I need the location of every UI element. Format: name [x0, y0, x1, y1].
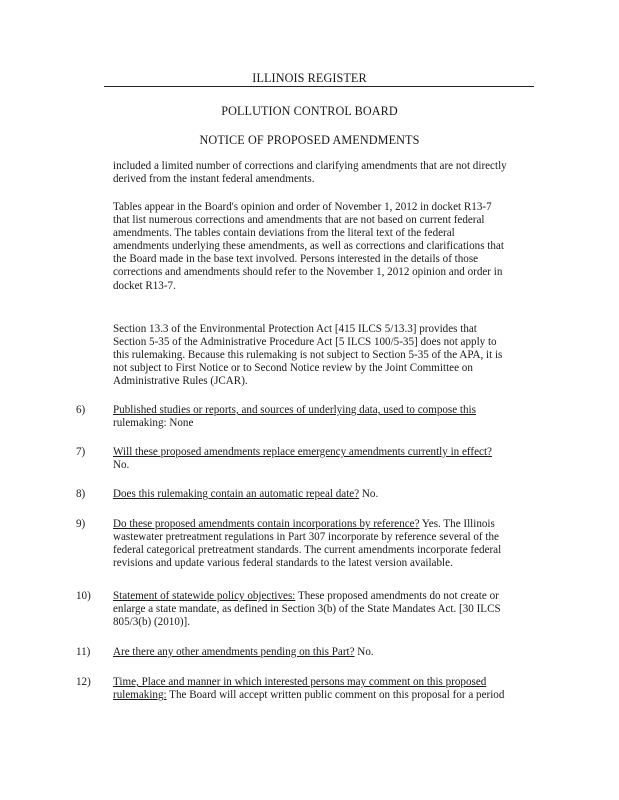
- text-line: not subject to First Notice or to Second Notice review by the Joint Committee on: [113, 362, 473, 375]
- item-11: [113, 646, 545, 659]
- text-line: that list numerous corrections and amendments that are not based on current federal: [113, 214, 485, 227]
- item-number: 9): [76, 518, 86, 530]
- item-6: [113, 404, 545, 430]
- item-heading: Does this rulemaking contain an automatic repeal date?: [113, 488, 360, 500]
- item-heading: Will these proposed amendments replace emergency amendments currently in effect?: [113, 446, 492, 458]
- item-heading: Published studies or reports, and sources of underlying data, used to compose this: [113, 404, 476, 416]
- text-line: Administrative Rules (JCAR).: [113, 375, 248, 388]
- text-line: No.: [113, 459, 130, 472]
- text-line: revisions and update various federal standards to the latest version available.: [113, 557, 453, 570]
- text-line: wastewater pretreatment regulations in Part 307 incorporate by reference several of the: [113, 531, 499, 544]
- text-line: amendments underlying these amendments, as well as corrections and clarifications that: [113, 240, 504, 253]
- item-heading: rulemaking:: [113, 689, 167, 702]
- text-line: 805/3(b) (2010)].: [113, 616, 191, 629]
- text-line: rulemaking: None: [113, 417, 194, 430]
- header-rule: [104, 86, 534, 87]
- text-line: amendments. The tables contain deviations from the literal text of the federal: [113, 227, 455, 240]
- item-heading: Are there any other amendments pending on this Part?: [113, 646, 355, 658]
- item-9: [113, 518, 545, 570]
- tables-paragraph: [113, 201, 543, 293]
- item-number: 7): [76, 446, 86, 458]
- item-8: [113, 488, 545, 501]
- text-line: the Board made in the base text involved. Persons interested in the details of those: [113, 253, 479, 266]
- item-heading: Do these proposed amendments contain incorporations by reference?: [113, 518, 420, 530]
- item-number: 6): [76, 404, 86, 416]
- text-line: Tables appear in the Board's opinion and order of November 1, 2012 in docket R13-7: [113, 201, 492, 213]
- item-answer: These proposed amendments do not create or: [295, 590, 499, 602]
- text-line: federal categorical pretreatment standards. The current amendments incorporate federal: [113, 544, 502, 557]
- register-title: ILLINOIS REGISTER: [252, 71, 367, 85]
- text-line: enlarge a state mandate, as defined in Section 3(b) of the State Mandates Act. [30 ILCS: [113, 603, 501, 616]
- item-7: [113, 446, 545, 472]
- section-paragraph: [113, 323, 543, 388]
- item-heading: Statement of statewide policy objectives:: [113, 590, 296, 602]
- item-answer: Yes. The Illinois: [419, 518, 495, 530]
- item-number: 10): [76, 590, 91, 602]
- item-answer: No.: [359, 488, 379, 500]
- item-answer: No.: [354, 646, 374, 658]
- notice-title: NOTICE OF PROPOSED AMENDMENTS: [199, 133, 420, 147]
- item-answer: The Board will accept written public comment on this proposal for a period: [166, 689, 505, 702]
- intro-paragraph: [113, 160, 543, 186]
- text-line: Section 13.3 of the Environmental Protection Act [415 ILCS 5/13.3] provides that: [113, 323, 477, 335]
- text-line: this rulemaking. Because this rulemaking is not subject to Section 5-35 of the APA, it is: [113, 349, 503, 362]
- item-number: 11): [76, 646, 91, 658]
- text-line: docket R13-7.: [113, 279, 176, 292]
- text-line: included a limited number of corrections and clarifying amendments that are not directly: [113, 160, 507, 172]
- item-10: [113, 590, 545, 629]
- text-line: derived from the instant federal amendments.: [113, 173, 315, 186]
- item-number: 12): [76, 676, 91, 688]
- item-heading: Time, Place and manner in which interested persons may comment on this proposed: [113, 676, 487, 688]
- text-line: Section 5-35 of the Administrative Procedure Act [5 ILCS 100/5-35] does not apply to: [113, 336, 497, 349]
- agency-title: POLLUTION CONTROL BOARD: [221, 104, 398, 118]
- item-number: 8): [76, 488, 86, 500]
- item-12: [113, 676, 545, 702]
- text-line: corrections and amendments should refer to the November 1, 2012 opinion and order in: [113, 266, 503, 279]
